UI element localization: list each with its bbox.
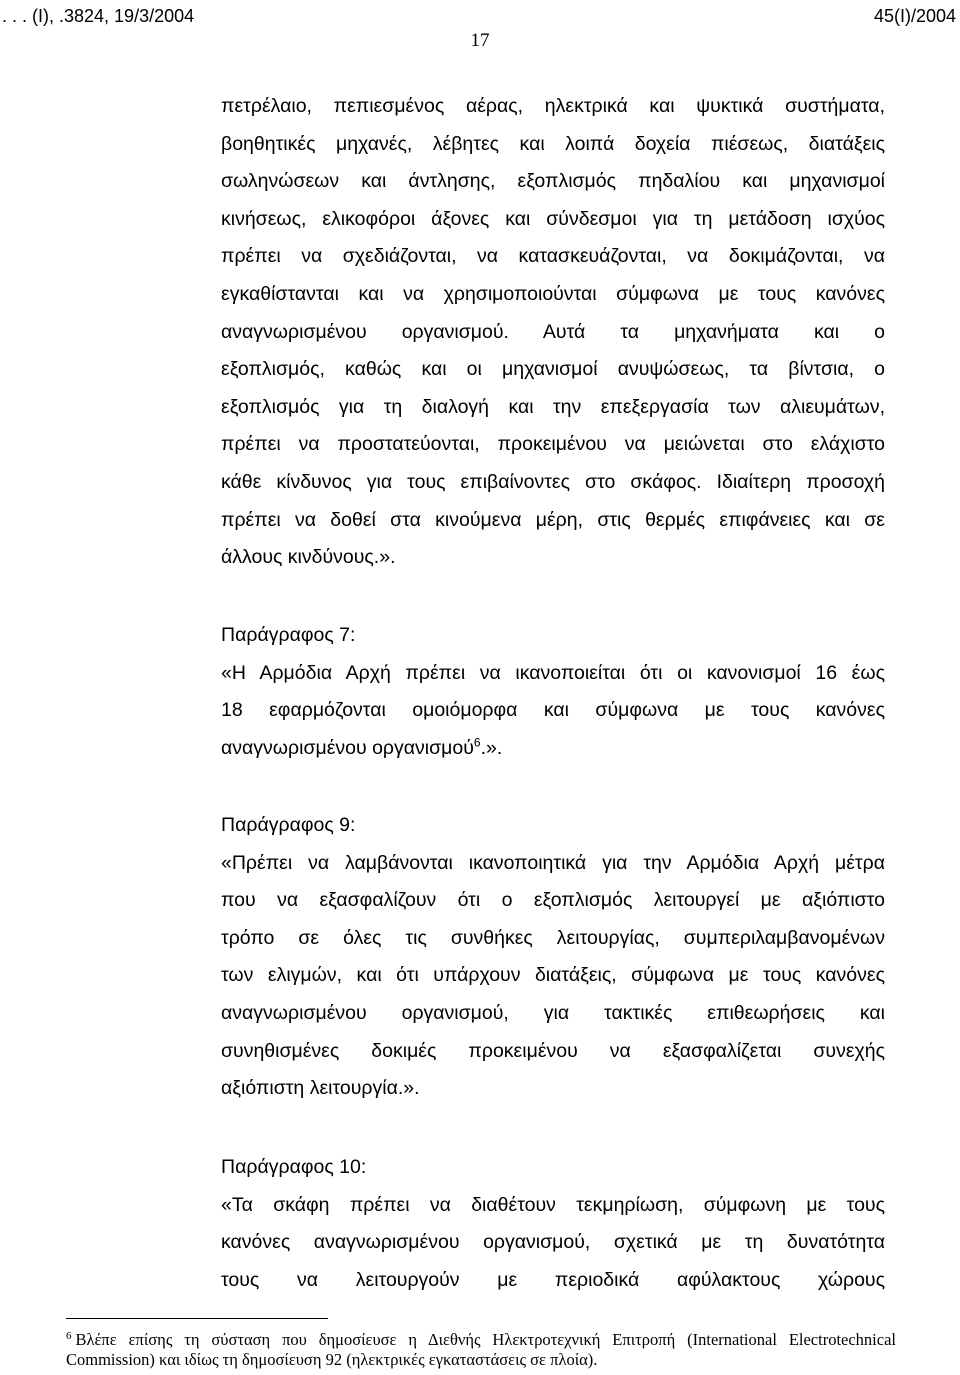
footnote-line [66,1330,896,1350]
text-line: «Η Αρμόδια Αρχή πρέπει να ικανοποιείται ότι οι κανονισμοί 16 έως [221,661,885,684]
footnote-line: Commission) και ιδίως τη δημοσίευση 92 (ηλεκτρικές εγκαταστάσεις σε πλοία). [66,1350,598,1369]
text-line: των ελιγμών, και ότι υπάρχουν διατάξεις, σύμφωνα με τους κανόνες [221,964,885,987]
text-line: εγκαθίστανται και να χρησιμοποιούνται σύμφωνα με τους κανόνες [221,282,885,305]
text-line: πρέπει να προστατεύονται, προκειμένου να μειώνεται στο ελάχιστο [221,433,885,456]
running-header-right: 45(Ι)/2004 [873,6,956,26]
paragraph-10 [221,1149,885,1299]
running-header-left: . . . (Ι), .3824, 19/3/2004 [2,6,195,26]
paragraph-7 [221,617,885,767]
text-line: αναγνωρισμένου οργανισμού. Αυτά τα μηχανήματα και ο [221,320,885,343]
text-line: άλλους κινδύνους.». [221,546,396,569]
text-line [221,730,885,768]
text-line: σωληνώσεων και άντλησης, εξοπλισμός πηδαλίου και μηχανισμοί [221,170,885,193]
paragraph-continuation [221,88,885,577]
footnote-reference[interactable]: 6 [473,735,481,750]
text-line: τρόπο σε όλες τις συνθήκες λειτουργίας, συμπεριλαμβανομένων [221,926,885,949]
section-heading: Παράγραφος 9: [221,814,356,836]
footnote-separator [66,1318,328,1319]
text-line: κάθε κίνδυνος για τους επιβαίνοντες στο σκάφος. Ιδιαίτερη προσοχή [221,470,885,493]
text-line: «Τα σκάφη πρέπει να διαθέτουν τεκμηρίωση, σύμφωνη με τους [221,1193,885,1216]
text-line: συνηθισμένες δοκιμές προκειμένου να εξασφαλίζεται συνεχής [221,1039,885,1062]
text-line: 18 εφαρμόζονται ομοιόμορφα και σύμφωνα με τους κανόνες [221,699,885,722]
text-fragment: .». [480,736,503,759]
text-fragment: αναγνωρισμένου οργανισμού [221,736,474,759]
text-line: βοηθητικές μηχανές, λέβητες και λοιπά δοχεία πιέσεως, διατάξεις [221,132,885,155]
text-line: εξοπλισμός, καθώς και οι μηχανισμοί ανυψώσεως, τα βίντσια, ο [221,358,885,381]
text-line: πρέπει να δοθεί στα κινούμενα μέρη, στις θερμές επιφάνειες και σε [221,508,885,531]
text-line: τους να λειτουργούν με περιοδικά αφύλακτους χώρους [221,1268,885,1291]
footnote-mark: 6 [66,1329,72,1342]
page-number: 17 [470,30,490,51]
section-heading: Παράγραφος 7: [221,624,356,646]
text-line: εξοπλισμός για τη διαλογή και την επεξεργασία των αλιευμάτων, [221,395,885,418]
text-line: κινήσεως, ελικοφόροι άξονες και σύνδεσμοι για τη μετάδοση ισχύος [221,207,885,230]
text-line: κανόνες αναγνωρισμένου οργανισμού, σχετικά με τη δυνατότητα [221,1231,885,1254]
text-line: αξιόπιστη λειτουργία.». [221,1077,420,1100]
footnote [66,1330,896,1370]
text-line: που να εξασφαλίζουν ότι ο εξοπλισμός λειτουργεί με αξιόπιστο [221,889,885,912]
text-line: αναγνωρισμένου οργανισμού, για τακτικές επιθεωρήσεις και [221,1001,885,1024]
text-line: πρέπει να σχεδιάζονται, να κατασκευάζονται, να δοκιμάζονται, να [221,245,885,268]
paragraph-9 [221,807,885,1108]
text-line: πετρέλαιο, πεπιεσμένος αέρας, ηλεκτρικά και ψυκτικά συστήματα, [221,95,885,117]
footnote-text: Βλέπε επίσης τη σύσταση που δημοσίευσε η Διεθνής Ηλεκτροτεχνική Επιτροπή (International Electrotechnical [75,1330,896,1349]
section-heading: Παράγραφος 10: [221,1156,367,1178]
text-line: «Πρέπει να λαμβάνονται ικανοποιητικά για την Αρμόδια Αρχή μέτρα [221,851,885,874]
